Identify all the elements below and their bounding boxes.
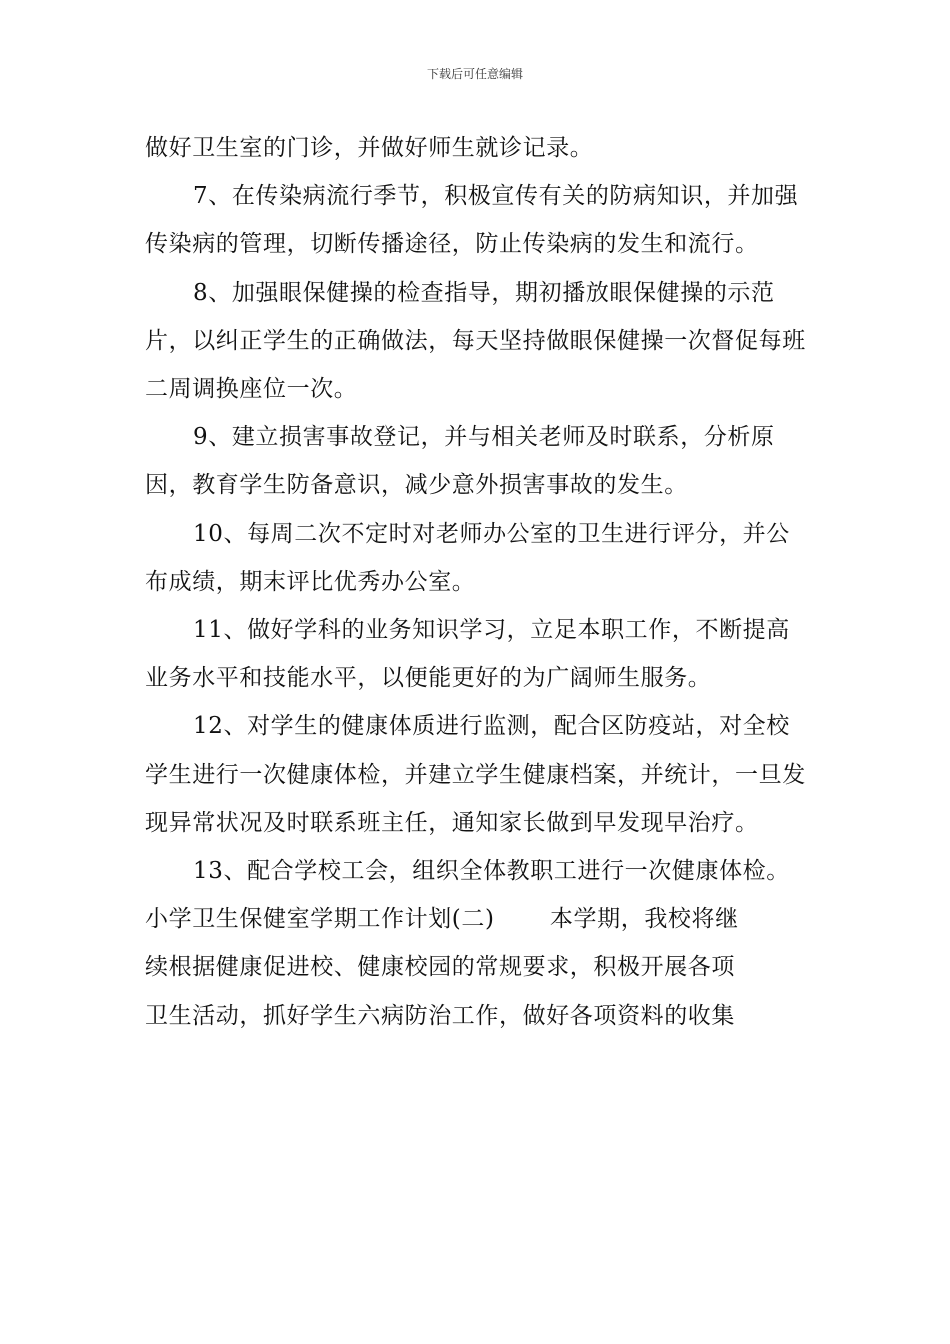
- section-two-line: 续根据健康促进校、健康校园的常规要求，积极开展各项: [145, 954, 735, 981]
- paragraph-item-7: 7、在传染病流行季节，积极宣传有关的防病知识，并加强传染病的管理，切断传播途径，防止传染病的发生和流行。: [145, 183, 799, 258]
- paragraph-item-8: 8、加强眼保健操的检查指导，期初播放眼保健操的示范片，以纠正学生的正确做法，每天坚持做眼保健操一次督促每班二周调换座位一次。: [145, 279, 806, 403]
- page-header-note: 下载后可任意编辑: [426, 67, 523, 81]
- paragraph-item-10: 10、每周二次不定时对老师办公室的卫生进行评分，并公布成绩，期末评比优秀办公室。: [145, 520, 790, 595]
- paragraph-item-13: 13、配合学校工会，组织全体教职工进行一次健康体检。: [193, 858, 790, 885]
- section-two-line: 小学卫生保健室学期工作计划(二) 本学期，我校将继: [145, 906, 739, 933]
- paragraph-clinic-records: 做好卫生室的门诊，并做好师生就诊记录。: [145, 135, 594, 161]
- document-body: [145, 124, 810, 1040]
- section-two-intro: [145, 895, 810, 1040]
- section-two-line: 卫生活动，抓好学生六病防治工作，做好各项资料的收集: [145, 1002, 735, 1029]
- paragraph-item-11: 11、做好学科的业务知识学习，立足本职工作，不断提高业务水平和技能水平，以便能更好的为广阔师生服务。: [145, 617, 790, 692]
- paragraph-item-9: 9、建立损害事故登记，并与相关老师及时联系，分析原因，教育学生防备意识，减少意外损害事故的发生。: [145, 424, 775, 499]
- paragraph-item-12: 12、对学生的健康体质进行监测，配合区防疫站，对全校学生进行一次健康体检，并建立学生健康档案，并统计，一旦发现异常状况及时联系班主任，通知家长做到早发现早治疗。: [145, 713, 806, 836]
